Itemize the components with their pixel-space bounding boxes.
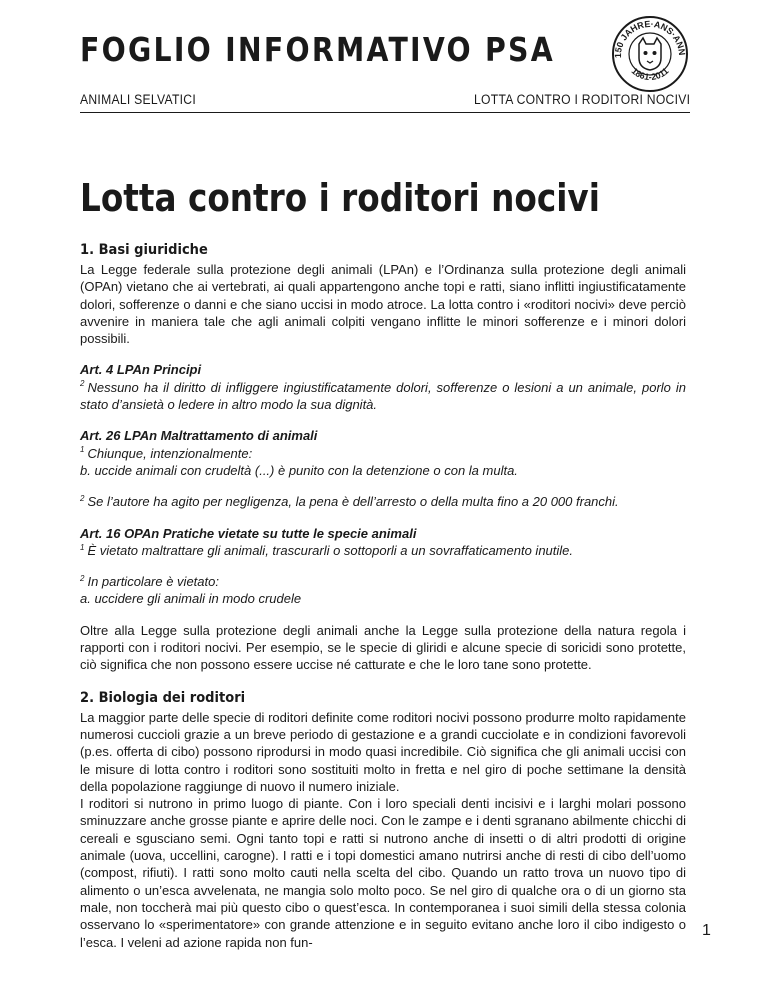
paragraph-legal-intro: La Legge federale sulla protezione degli animali (LPAn) e l’Ordinanza sulla protezione degli animali (OPAn) vietano che ai vertebrati, ai quali appartengono anche topi e ratti, siano inflitti ingiustificatamente dolori, sofferenze o danni e che siano uccisi in modo atroce. La lotta contro i «roditori nocivi» deve perciò avvenire in maniera tale che agli animali colpiti vengano inflitte le minori sofferenze e i minori dolori possibili. (80, 262, 686, 347)
law-article-26 (80, 427, 686, 510)
page-title: Lotta contro i roditori nocivi (80, 176, 600, 220)
law-article-title: Art. 26 LPAn Maltrattamento di animali (80, 428, 318, 444)
header-topic: LOTTA CONTRO I RODITORI NOCIVI (473, 92, 690, 107)
paragraph-diet: I roditori si nutrono in primo luogo di piante. Con i loro speciali denti incisivi e i larghi molari possono sminuzzare anche grosse piante e aprire delle noci. Con le zampe e i denti sgranano abilmente chicchi di cereali e sgusciano semi. Ogni tanto topi e ratti si nutrono anche di insetti o di altri prodotti di origine animale (uova, uccellini, carogne). I ratti e i topi domestici amano nutrirsi anche di resti di cibo dell’uomo (compost, rifiuti). I ratti sono molto cauti nella scelta del cibo. Quando un ratto trova un nuovo tipo di alimento o un’esca avvelenata, ne mangia solo molto poco. Se nel giro di qualche ora o di un giorno sta male, non toccherà mai più questo cibo o quest’esca. In contemporanea i suoi simili della stessa colonia osservano lo «sperimentatore» con grande attenzione e in seguito evitano anche loro il cibo indigesto o l’esca. I veleni ad azione rapida non fun- (80, 796, 686, 950)
paragraph-reproduction: La maggior parte delle specie di roditori definite come roditori nocivi possono produrre molto rapidamente numerosi cuccioli grazie a un breve periodo di gestazione e a grandi cucciolate e in condizioni favorevoli (p.es. offerta di cibo) possono riprodursi in modo quasi incredibile. Ciò significa che gli animali uccisi con le misure di lotta contro i roditori sono sostituiti molto in fretta e nel giro di poche settimane la densità della popolazione raggiunge di nuovo il numero iniziale. (80, 709, 686, 794)
law-article-text: a. uccidere gli animali in modo crudele (80, 591, 302, 607)
paragraph-number: 1 (80, 542, 85, 552)
section-heading-legal-basis: 1. Basi giuridiche (80, 242, 208, 258)
law-article-text: In particolare è vietato: (87, 574, 219, 590)
law-article-title: Art. 16 OPAn Pratiche vietate su tutte le specie animali (80, 525, 417, 541)
document-body (80, 242, 686, 951)
paragraph-number: 2 (80, 379, 85, 389)
law-article-text: b. uccide animali con crudeltà (...) è punito con la detenzione o con la multa. (80, 462, 518, 478)
section-heading-rodent-biology: 2. Biologia dei roditori (80, 689, 246, 706)
law-article-16 (80, 525, 686, 608)
svg-text:150 JAHRE·ANS·ANNI: 150 JAHRE·ANS·ANN (612, 18, 688, 59)
page-number: 1 (702, 922, 711, 939)
law-article-title: Art. 4 LPAn Principi (80, 362, 202, 378)
document-header-title: FOGLIO INFORMATIVO PSA (80, 30, 555, 69)
header-category: ANIMALI SELVATICI (80, 92, 197, 107)
paragraph-number: 2 (80, 573, 85, 583)
paragraph-number: 1 (80, 445, 85, 455)
header-divider (80, 112, 690, 113)
anniversary-seal-icon (610, 14, 690, 94)
law-article-text: Chiunque, intenzionalmente: (87, 445, 253, 461)
paragraph-number: 2 (80, 493, 85, 503)
svg-text:1861-2011: 1861-2011 (629, 65, 671, 83)
law-article-text: È vietato maltrattare gli animali, trascurarli o sottoporli a un sovraffaticamento inutile. (87, 542, 574, 558)
law-article-4 (80, 361, 686, 413)
paragraph-nature-protection: Oltre alla Legge sulla protezione degli animali anche la Legge sulla protezione della natura regola i rapporti con i roditori nocivi. Per esempio, se le specie di gliridi e alcune specie di soricidi sono protette, ciò significa che non possono essere uccise né catturate e che le loro tane sono protette. (80, 622, 686, 673)
law-article-text: Nessuno ha il diritto di infliggere ingiustificatamente dolori, sofferenze o lesioni a un animale, porlo in stato d’ansietà o ledere in altro modo la sua dignità. (80, 379, 686, 413)
law-article-text: Se l’autore ha agito per negligenza, la pena è dell’arresto o della multa fino a 20 000 franchi. (87, 494, 619, 510)
